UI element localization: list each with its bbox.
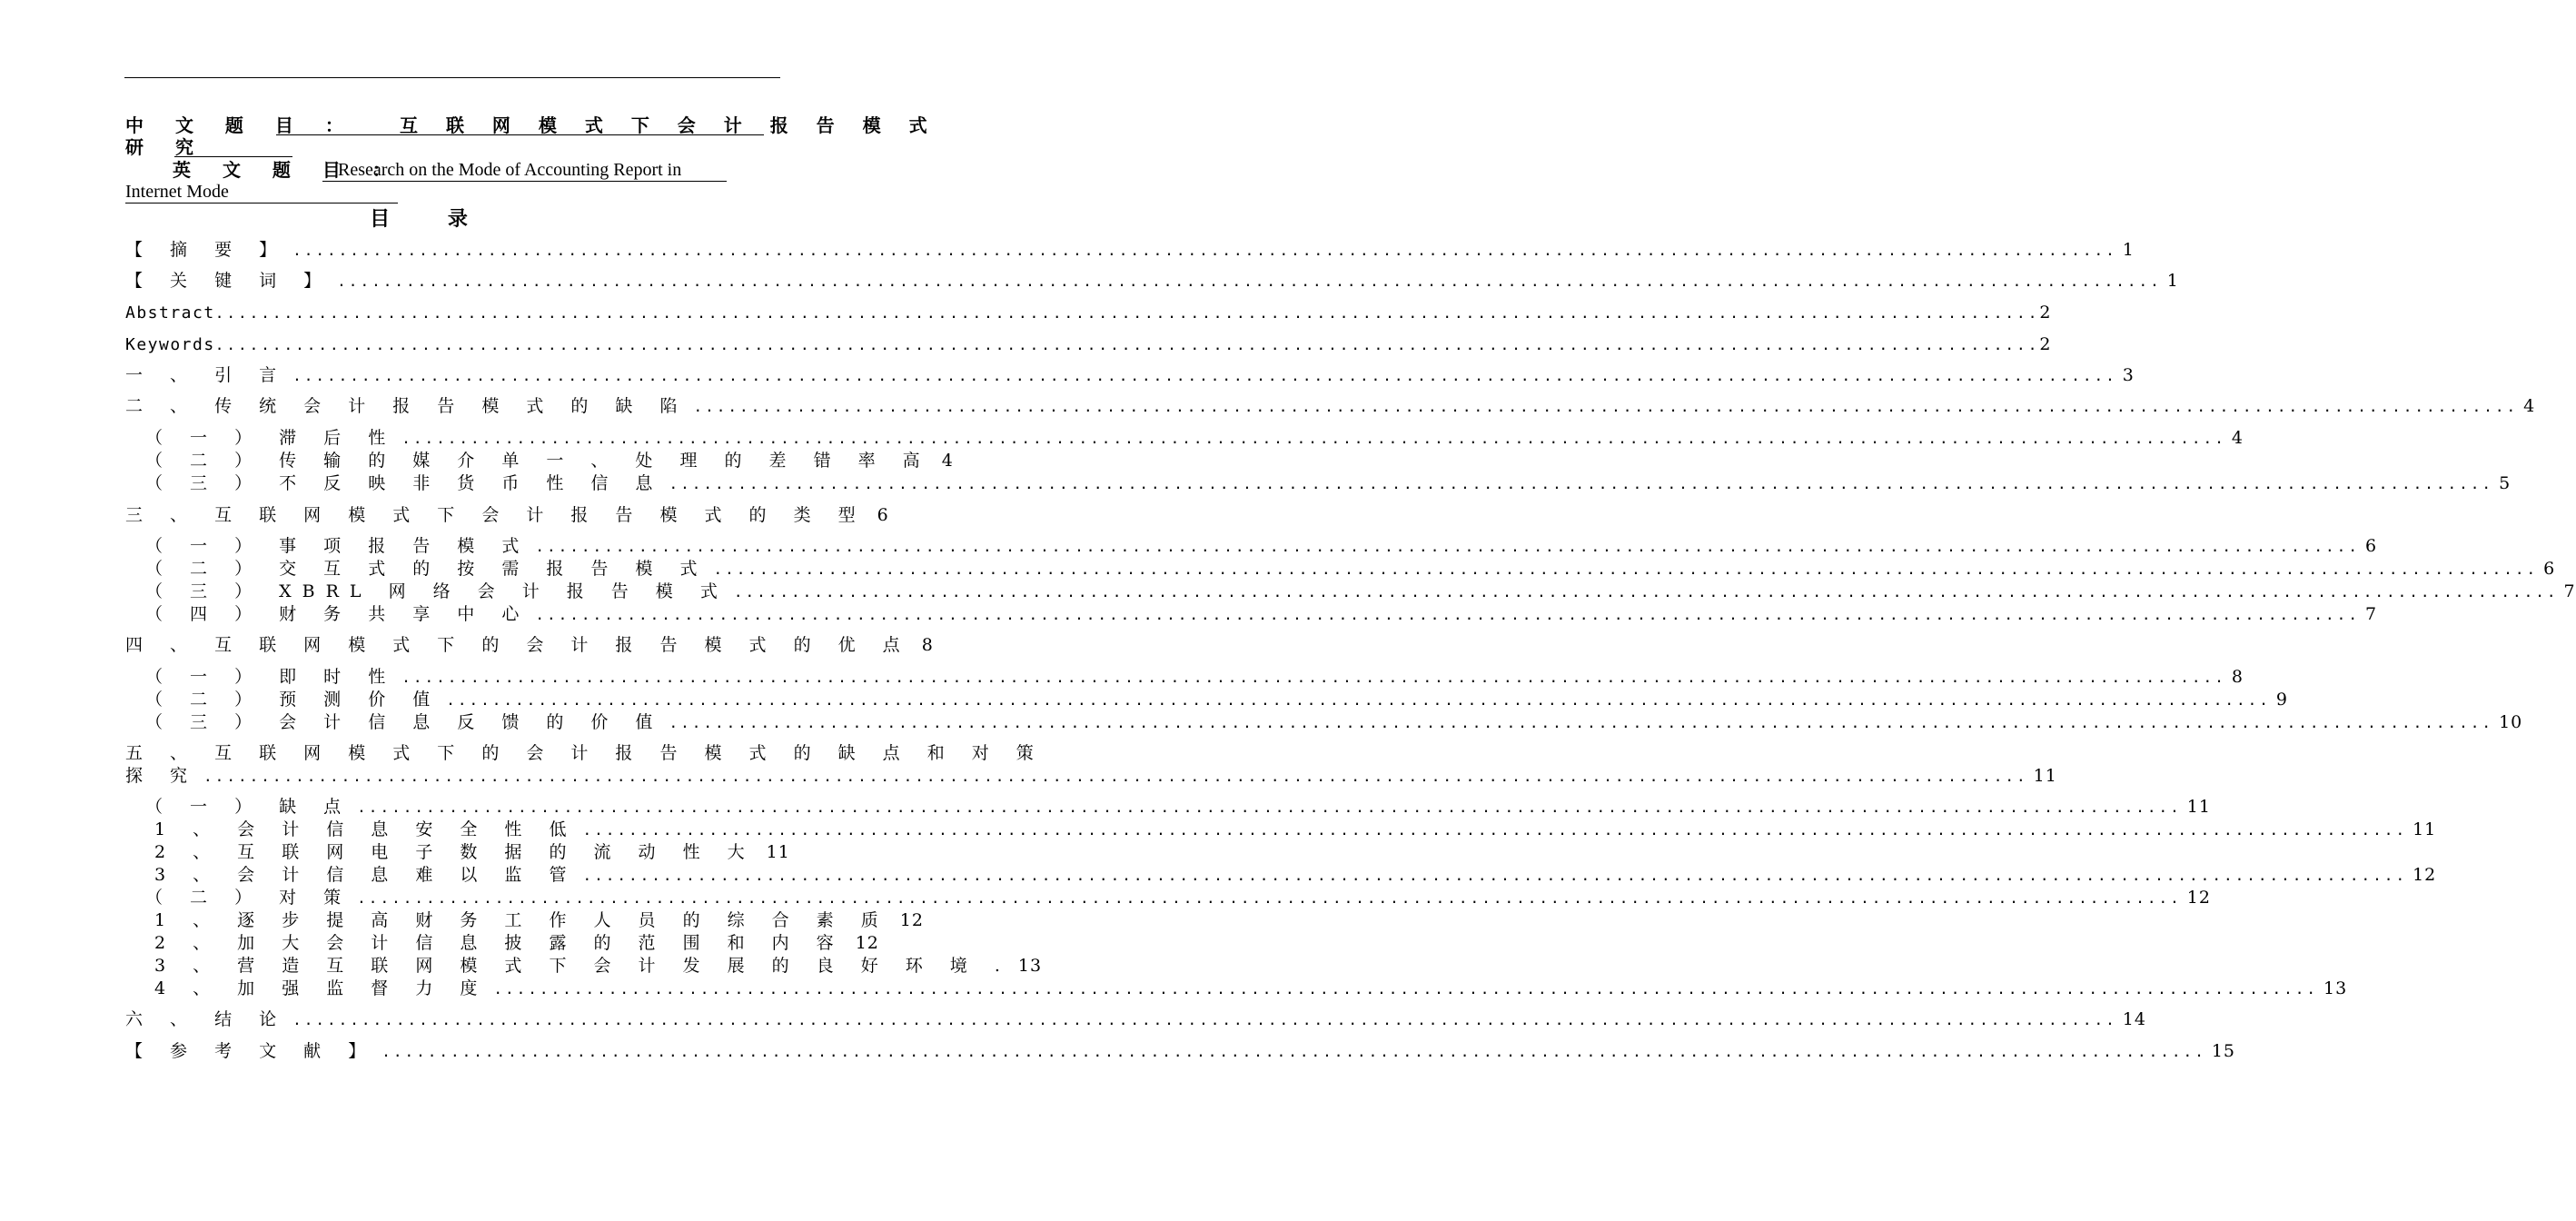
toc-item[interactable]: 4 、 加 强 监 督 力 度 ..... 13 <box>154 978 770 1000</box>
toc-item[interactable]: （ 二 ） 对 策 ..... 12 <box>145 887 770 909</box>
toc-item[interactable]: （ 一 ） 事 项 报 告 模 式 ..... 6 <box>145 535 776 558</box>
toc-item[interactable]: 探 究 ..... 11 <box>125 765 770 788</box>
toc-item[interactable]: （ 三 ） 不 反 映 非 货 币 性 信 息 ..... 5 <box>145 472 776 495</box>
header-rule <box>124 77 780 78</box>
toc-item[interactable]: 【 参 考 文 献 】 ..... 15 <box>125 1040 770 1063</box>
toc-item[interactable]: 【 关 键 词 】 ..... 1 <box>125 270 776 293</box>
toc-item[interactable]: （ 一 ） 滞 后 性 ..... 4 <box>145 427 776 450</box>
toc-item[interactable]: 四 、 互 联 网 模 式 下 的 会 计 报 告 模 式 的 优 点 8 <box>125 635 934 655</box>
toc-item[interactable]: 3 、 营 造 互 联 网 模 式 下 会 计 发 展 的 良 好 环 境 . 13 <box>154 956 1043 976</box>
toc-item[interactable]: 3 、 会 计 信 息 难 以 监 管 ..... 12 <box>154 864 770 887</box>
toc-item[interactable]: （ 二 ） 交 互 式 的 按 需 报 告 模 式 ..... 6 <box>145 558 776 581</box>
toc-heading: 目 录 <box>370 207 493 231</box>
toc-item-line1[interactable]: 五 、 互 联 网 模 式 下 的 会 计 报 告 模 式 的 缺 点 和 对 策 <box>125 743 1045 763</box>
toc-item[interactable]: （ 一 ） 缺 点 ..... 11 <box>145 796 770 819</box>
cn-title-line1: 互 联 网 模 式 下 会 计 报 告 模 式 <box>400 114 938 136</box>
toc-item[interactable]: 三 、 互 联 网 模 式 下 会 计 报 告 模 式 的 类 型 6 <box>125 505 889 525</box>
toc-item[interactable]: （ 二 ） 传 输 的 媒 介 单 一 、 处 理 的 差 错 率 高 4 <box>145 451 954 471</box>
toc-item[interactable]: 1 、 会 计 信 息 安 全 性 低 ..... 11 <box>154 819 770 841</box>
toc-item[interactable]: Abstract ..... 2 <box>125 302 767 324</box>
toc-item[interactable]: 一 、 引 言 ..... 3 <box>125 364 776 387</box>
toc-item[interactable]: 2 、 加 大 会 计 信 息 披 露 的 范 围 和 内 容 12 <box>154 933 879 953</box>
toc-item[interactable]: 1 、 逐 步 提 高 财 务 工 作 人 员 的 综 合 素 质 12 <box>154 910 924 930</box>
toc-item[interactable]: （ 三 ） XBRL 网 络 会 计 报 告 模 式 ..... 7 <box>145 581 776 603</box>
cn-title-line2: 研 究 <box>125 136 206 158</box>
toc-item[interactable]: （ 二 ） 预 测 价 值 ..... 9 <box>145 689 776 711</box>
toc-item[interactable]: （ 三 ） 会 计 信 息 反 馈 的 价 值 ..... 10 <box>145 711 770 734</box>
toc-item[interactable]: 【 摘 要 】 ..... 1 <box>125 239 776 262</box>
cn-title-label: 中 文 题 目 ： <box>125 114 356 136</box>
toc-item[interactable]: （ 一 ） 即 时 性 ..... 8 <box>145 666 776 689</box>
toc-item[interactable]: 2 、 互 联 网 电 子 数 据 的 流 动 性 大 11 <box>154 842 790 862</box>
toc-item[interactable]: （ 四 ） 财 务 共 享 中 心 ..... 7 <box>145 603 776 626</box>
en-title-label: 英 文 题 目 ： <box>173 159 403 181</box>
toc-item[interactable]: Keywords ..... 2 <box>125 333 767 356</box>
en-title-line1: Research on the Mode of Accounting Report in <box>322 159 727 182</box>
toc-item[interactable]: 六 、 结 论 ..... 14 <box>125 1008 770 1031</box>
en-title-line2: Internet Mode <box>125 181 398 204</box>
toc-item[interactable]: 二 、 传 统 会 计 报 告 模 式 的 缺 陷 ..... 4 <box>125 395 776 418</box>
cn-title-underline-2 <box>174 136 292 157</box>
